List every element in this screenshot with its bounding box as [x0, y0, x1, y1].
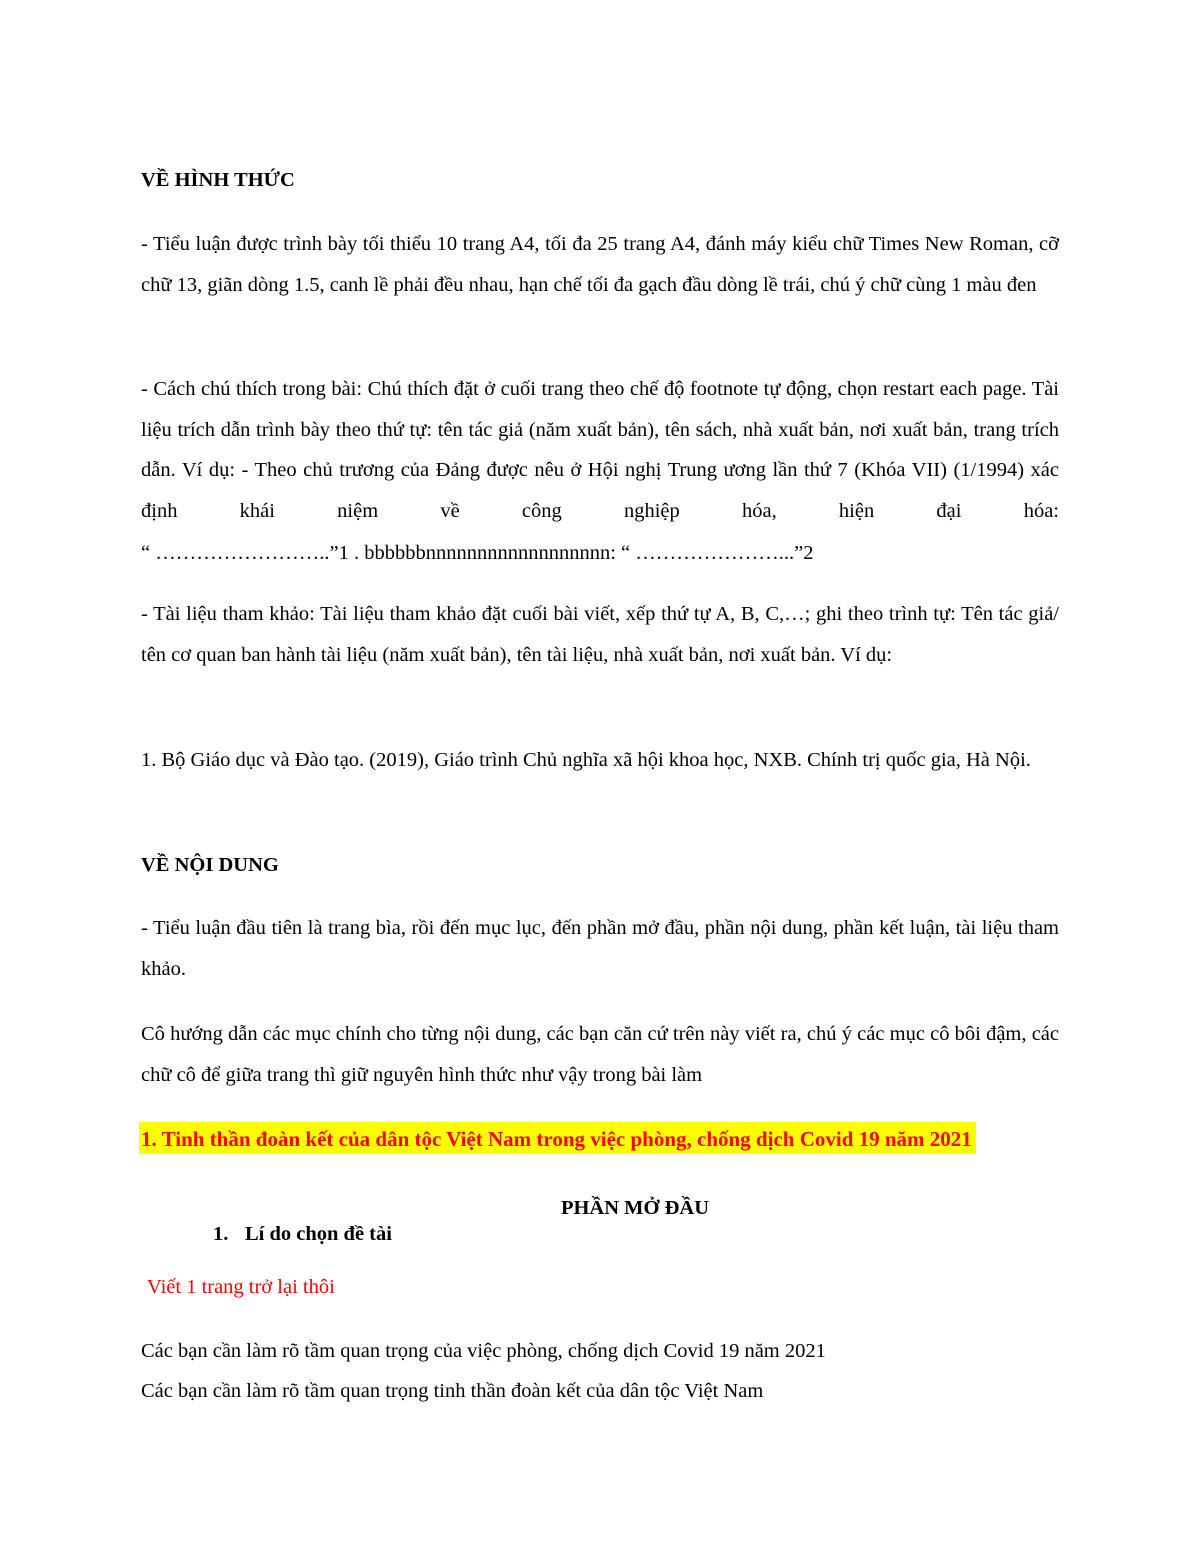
section-heading-content: VỀ NỘI DUNG [141, 854, 279, 876]
reference-example: 1. Bộ Giáo dục và Đào tạo. (2019), Giáo trình Chủ nghĩa xã hội khoa học, NXB. Chính trị quốc gia, Hà Nội. [141, 749, 1031, 771]
intro-instruction-1: Các bạn cần làm rõ tầm quan trọng của việc phòng, chống dịch Covid 19 năm 2021 [141, 1340, 826, 1362]
intro-title: PHẦN MỞ ĐẦU [560, 1197, 710, 1219]
paragraph-format-rules: - Tiểu luận được trình bày tối thiểu 10 trang A4, tối đa 25 trang A4, đánh máy kiểu chữ Times New Roman, cỡ chữ 13, giãn dòng 1.5, canh lề phải đều nhau, hạn chế tối đa gạch đầu dòng lề trái, chú ý chữ cùng 1 màu đen [141, 233, 1059, 296]
intro-item-reason [213, 1222, 392, 1246]
paragraph-reference-rules: - Tài liệu tham khảo: Tài liệu tham khảo đặt cuối bài viết, xếp thứ tự A, B, C,…; ghi theo trình tự: Tên tác giả/ tên cơ quan ban hành tài liệu (năm xuất bản), tên tài liệu, nhà xuất bản, nơi xuất bản. Ví dụ: [141, 603, 1059, 666]
paragraph-structure: - Tiểu luận đầu tiên là trang bìa, rồi đến mục lục, đến phần mở đầu, phần nội dung, phần kết luận, tài liệu tham khảo. [141, 917, 1059, 980]
paragraph-citation-rules: - Cách chú thích trong bài: Chú thích đặt ở cuối trang theo chế độ footnote tự động, chọn restart each page. Tài liệu trích dẫn trình bày theo thứ tự: tên tác giả (năm xuất bản), tên sách, nhà xuất bản, nơi xuất bản, trang trích dẫn. Ví dụ: - Theo chủ trương của Đảng được nêu ở Hội nghị Trung ương lần thứ 7 (Khóa VII) (1/1994) xác định khái niệm về công nghiệp hóa, hiện đại hóa: [141, 378, 1059, 522]
length-note: Viết 1 trang trở lại thôi [147, 1276, 335, 1298]
paragraph-guidance: Cô hướng dẫn các mục chính cho từng nội dung, các bạn căn cứ trên này viết ra, chú ý các mục cô bôi đậm, các chữ cô để giữa trang thì giữ nguyên hình thức như vậy trong bài làm [141, 1023, 1059, 1086]
topic-title: 1. Tinh thần đoàn kết của dân tộc Việt Nam trong việc phòng, chống dịch Covid 19 năm 2021 [139, 1122, 976, 1154]
citation-example-line: “ ……………………..”1 . bbbbbbnnnnnnnnnnnnnnnnnn: “ …………………...”2 [141, 542, 814, 564]
section-heading-form: VỀ HÌNH THỨC [141, 169, 295, 191]
intro-item-label: Lí do chọn đề tài [245, 1223, 392, 1245]
intro-instruction-2: Các bạn cần làm rõ tầm quan trọng tinh thần đoàn kết của dân tộc Việt Nam [141, 1380, 764, 1402]
intro-item-number: 1. [213, 1223, 229, 1245]
